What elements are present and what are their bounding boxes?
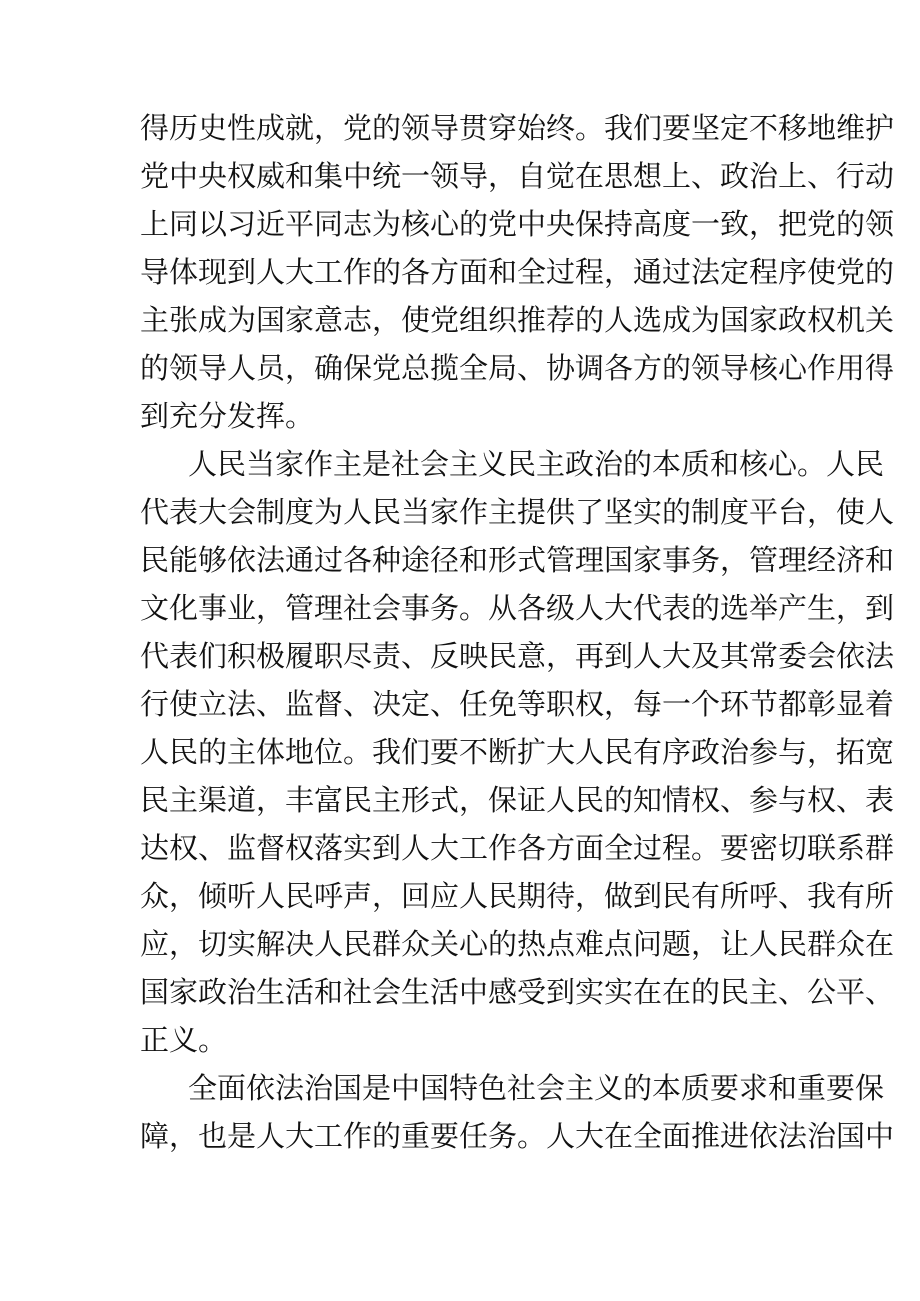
text-line: 民能够依法通过各种途径和形式管理国家事务，管理经济和 — [140, 543, 895, 577]
text-line: 文化事业，管理社会事务。从各级人大代表的选举产生，到 — [140, 591, 895, 625]
text-line: 全面依法治国是中国特色社会主义的本质要求和重要保 — [188, 1071, 885, 1105]
text-line: 得历史性成就，党的领导贯穿始终。我们要坚定不移地维护 — [140, 111, 895, 145]
text-line: 民主渠道，丰富民主形式，保证人民的知情权、参与权、表 — [140, 783, 895, 817]
text-line: 的领导人员，确保党总揽全局、协调各方的领导核心作用得 — [140, 351, 895, 385]
text-line: 代表们积极履职尽责、反映民意，再到人大及其常委会依法 — [140, 639, 895, 673]
text-line: 应，切实解决人民群众关心的热点难点问题，让人民群众在 — [140, 927, 895, 961]
text-line: 导体现到人大工作的各方面和全过程，通过法定程序使党的 — [140, 255, 895, 289]
text-line: 人民当家作主是社会主义民主政治的本质和核心。人民 — [188, 447, 885, 481]
text-line: 代表大会制度为人民当家作主提供了坚实的制度平台，使人 — [140, 495, 895, 529]
text-line: 障，也是人大工作的重要任务。人大在全面推进依法治国中 — [140, 1119, 895, 1153]
text-line: 达权、监督权落实到人大工作各方面全过程。要密切联系群 — [140, 831, 895, 865]
text-line: 人民的主体地位。我们要不断扩大人民有序政治参与，拓宽 — [140, 735, 895, 769]
text-line: 主张成为国家意志，使党组织推荐的人选成为国家政权机关 — [140, 303, 895, 337]
text-line: 行使立法、监督、决定、任免等职权，每一个环节都彰显着 — [140, 687, 895, 721]
text-line: 国家政治生活和社会生活中感受到实实在在的民主、公平、 — [140, 975, 895, 1009]
text-line: 上同以习近平同志为核心的党中央保持高度一致，把党的领 — [140, 207, 895, 241]
text-line: 正义。 — [140, 1023, 228, 1057]
text-line: 到充分发挥。 — [140, 399, 315, 433]
text-line: 党中央权威和集中统一领导，自觉在思想上、政治上、行动 — [140, 159, 895, 193]
text-line: 众，倾听人民呼声，回应人民期待，做到民有所呼、我有所 — [140, 879, 895, 913]
